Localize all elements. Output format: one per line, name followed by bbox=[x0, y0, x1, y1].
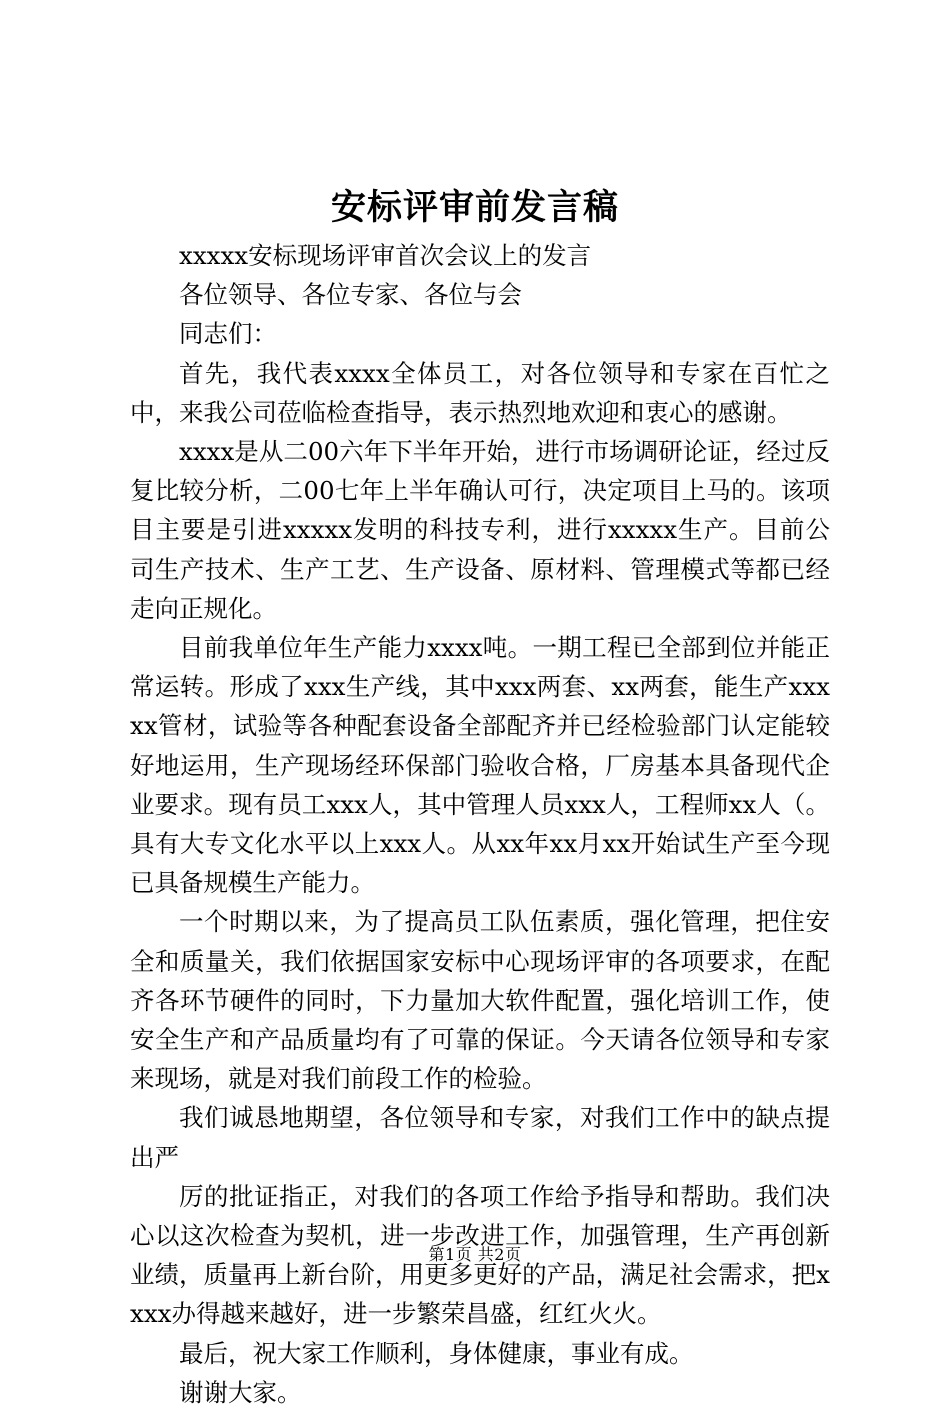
paragraph-salutation-end: 同志们： bbox=[179, 319, 277, 349]
paragraph-project-background: xxxx是从二00六年下半年开始，进行市场调研论证，经过反复比较分析，二00七年上半年确认可行，决定项目上马的。该项目主要是引进xxxxx发明的科技专利，进行xxxxx生产。目前公司生产技术、生产工艺、生产设备、原材料、管理模式等都已经走向正规化。 bbox=[130, 437, 830, 623]
paragraph-resolution: 厉的批证指正，对我们的各项工作给予指导和帮助。我们决心以这次检查为契机，进一步改进工作，加强管理，生产再创新业绩，质量再上新台阶，用更多更好的产品，满足社会需求，把xxxx办得越来越好，进一步繁荣昌盛，红红火火。 bbox=[130, 1181, 830, 1329]
document-body bbox=[130, 236, 830, 1412]
paragraph-capacity: 目前我单位年生产能力xxxx吨。一期工程已全部到位并能正常运转。形成了xxx生产线，其中xxx两套、xx两套，能生产xxxxx管材，试验等各种配套设备全部配齐并已经检验部门认定能较好地运用，生产现场经环保部门验收合格，厂房基本具备现代企业要求。现有员工xxx人，其中管理人员xxx人，工程师xx人（。具有大专文化水平以上xxx人。从xx年xx月xx开始试生产至今现已具备规模生产能力。 bbox=[130, 633, 830, 898]
paragraph-heading-line: xxxxx安标现场评审首次会议上的发言 bbox=[179, 241, 592, 270]
document-title: 安标评审前发言稿 bbox=[330, 187, 619, 228]
paragraph-management: 一个时期以来，为了提高员工队伍素质，强化管理，把住安全和质量关，我们依据国家安标中心现场评审的各项要求，在配齐各环节硬件的同时，下力量加大软件配置，强化培训工作，使安全生产和产品质量均有了可靠的保证。今天请各位领导和专家来现场，就是对我们前段工作的检验。 bbox=[130, 907, 830, 1094]
paragraph-expectation: 我们诚恳地期望，各位领导和专家，对我们工作中的缺点提出严 bbox=[130, 1103, 830, 1172]
page-number-footer: 第1页 共2页 bbox=[428, 1245, 522, 1264]
paragraph-salutation: 各位领导、各位专家、各位与会 bbox=[179, 280, 522, 310]
paragraph-wishes: 最后，祝大家工作顺利，身体健康，事业有成。 bbox=[179, 1338, 694, 1368]
paragraph-welcome: 首先，我代表xxxx全体员工，对各位领导和专家在百忙之中，来我公司莅临检查指导，表示热烈地欢迎和衷心的感谢。 bbox=[130, 358, 830, 427]
paragraph-thanks: 谢谢大家。 bbox=[179, 1377, 302, 1407]
